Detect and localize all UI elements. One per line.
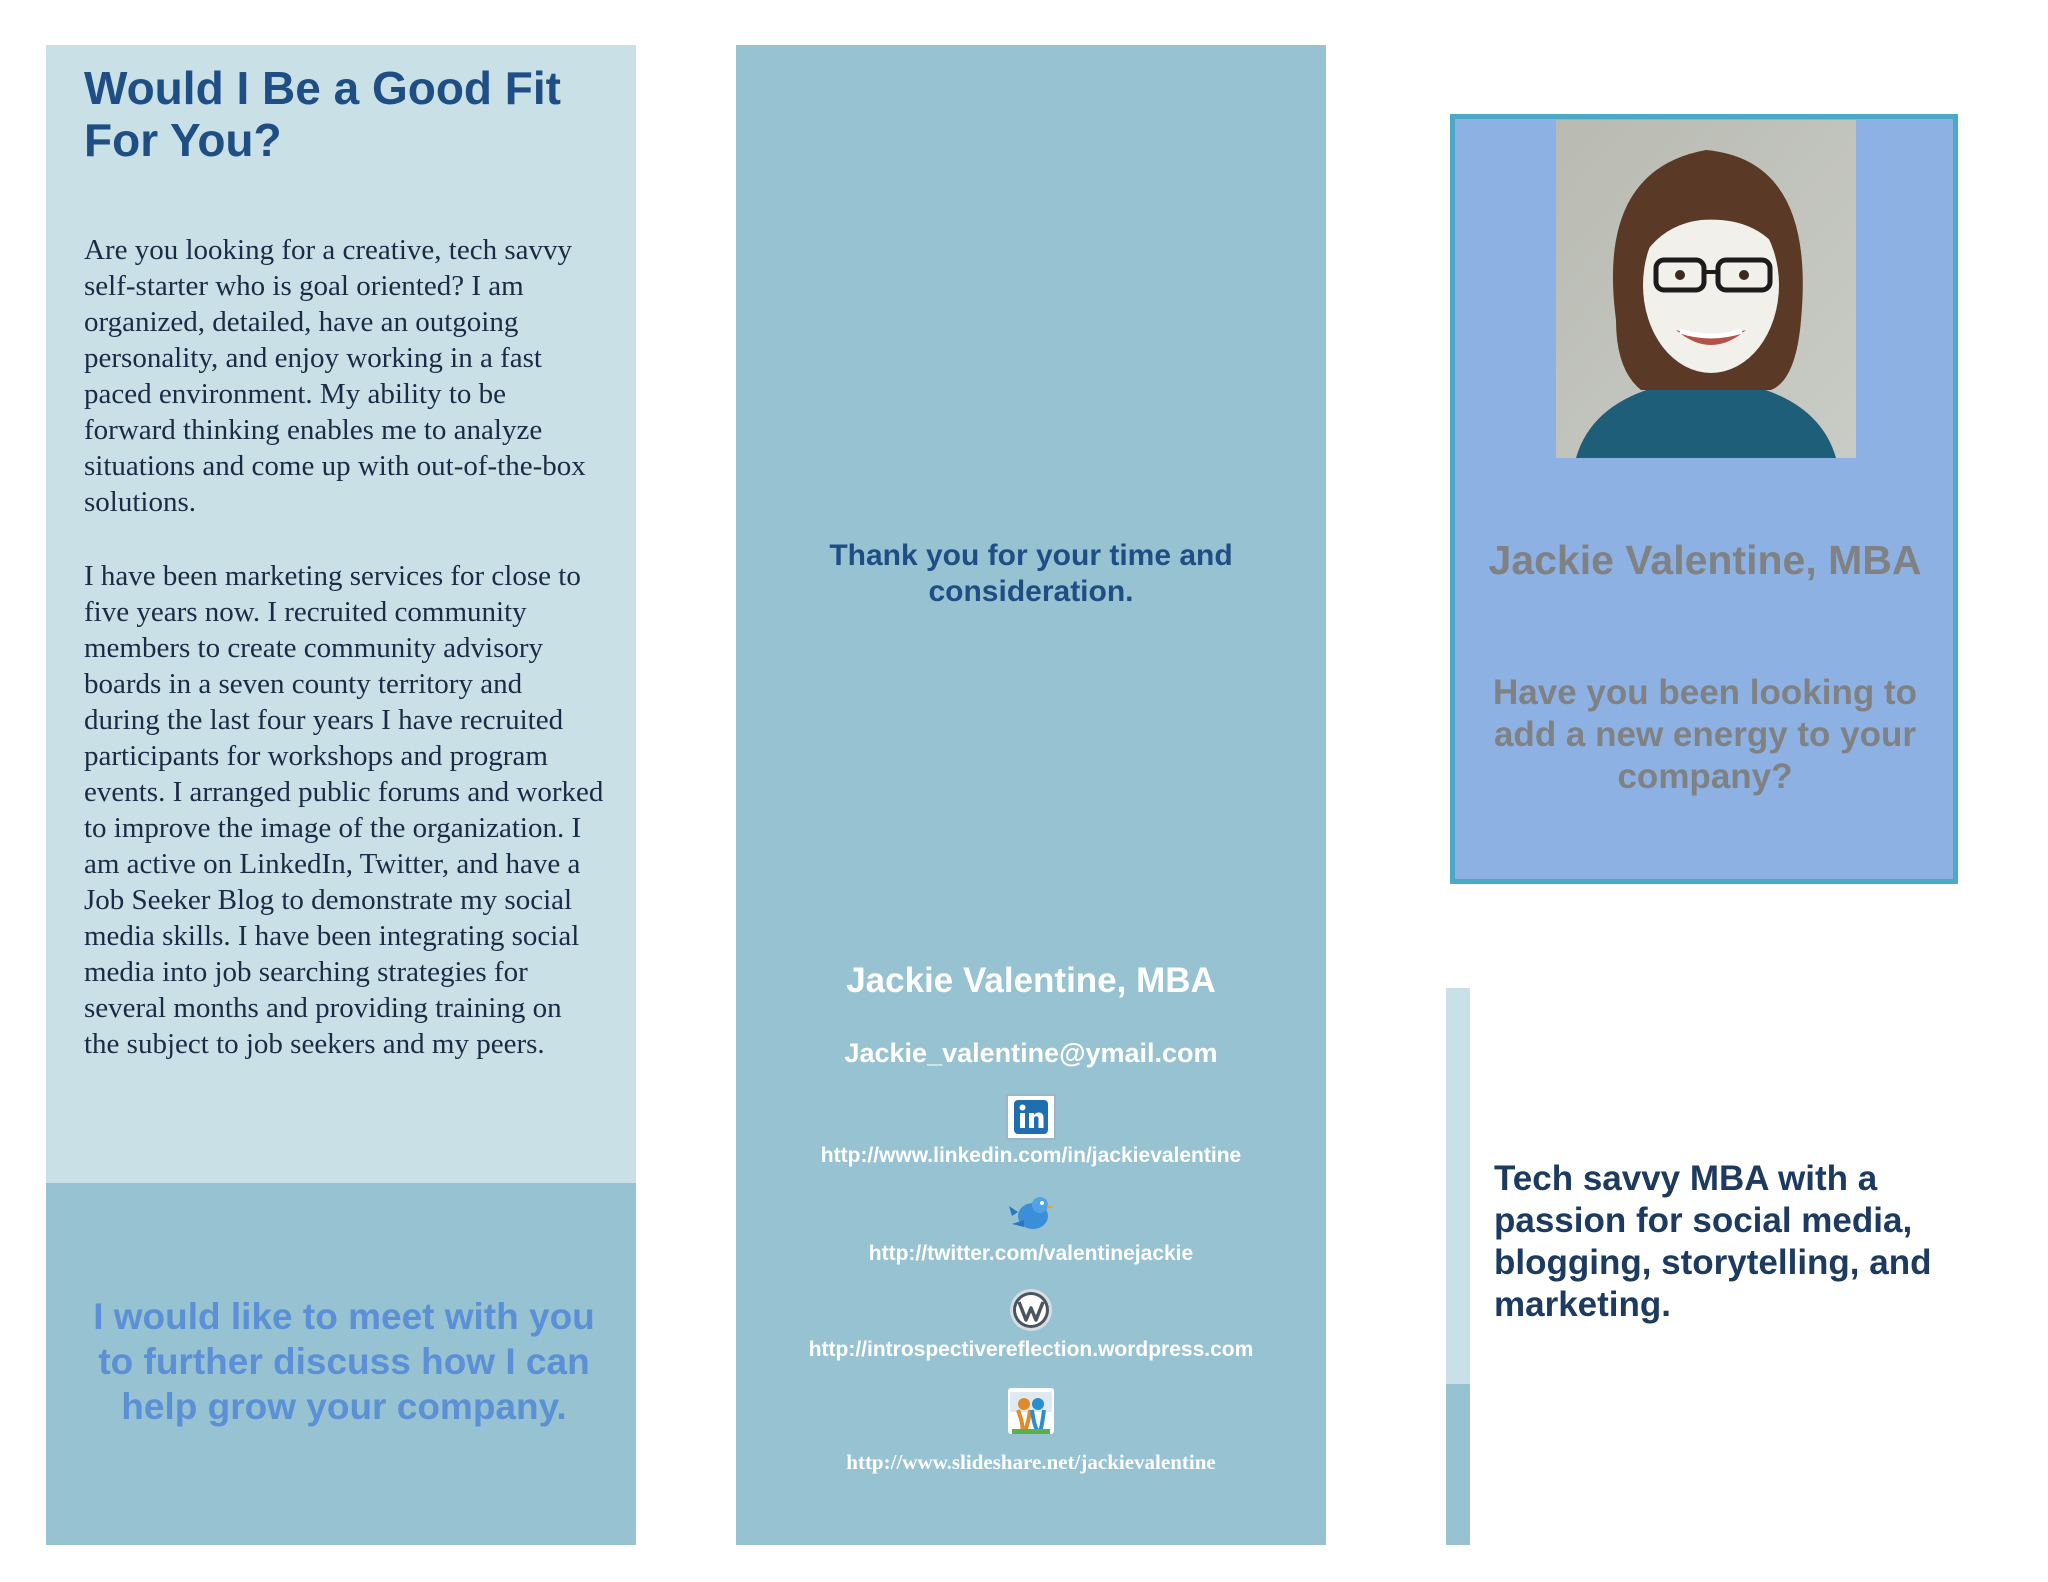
contact-name: Jackie Valentine, MBA (846, 961, 1216, 1000)
linkedin-link[interactable]: http://www.linkedin.com/in/jackievalentine (820, 1144, 1242, 1167)
profile-photo (1556, 120, 1856, 458)
accent-bar-top (1446, 988, 1470, 1384)
fit-heading: Would I Be a Good Fit For You? (84, 62, 562, 166)
meet-request-text: I would like to meet with you to further discuss how I can help grow your company. (93, 1296, 595, 1427)
thank-you-text: Thank you for your time and consideration. (829, 539, 1233, 608)
intro-paragraph: Are you looking for a creative, tech savvy self-starter who is goal oriented? I am organized, detailed, have an outgoing personality, and enjoy working in a fast paced environment. My ability to be forward thinking enables me to analyze situations and come up with out-of-the-box solutions. (84, 234, 586, 518)
wordpress-link[interactable]: http://introspectivereflection.wordpress.com (808, 1338, 1254, 1361)
slideshare-link[interactable]: http://www.slideshare.net/jackievalentine (846, 1450, 1216, 1474)
linkedin-icon[interactable] (1006, 1094, 1056, 1140)
twitter-link[interactable]: http://twitter.com/valentinejackie (868, 1242, 1194, 1265)
slideshare-icon[interactable] (1006, 1386, 1056, 1432)
cover-question: Have you been looking to add a new energy to your company? (1493, 673, 1917, 796)
contact-email[interactable]: Jackie_valentine@ymail.com (844, 1038, 1218, 1068)
cover-name: Jackie Valentine, MBA (1488, 537, 1922, 583)
tagline-text: Tech savvy MBA with a passion for social media, blogging, storytelling, and marketing. (1494, 1159, 1932, 1324)
accent-bar-bottom (1446, 1384, 1470, 1545)
twitter-bird-icon[interactable] (1006, 1190, 1056, 1236)
wordpress-icon[interactable] (1006, 1287, 1056, 1333)
experience-paragraph: I have been marketing services for close to five years now. I recruited community members to create community advisory boards in a seven county territory and during the last four years I have recruited participants for workshops and program events. I arranged public forums and worked to improve the image of the organization. I am active on LinkedIn, Twitter, and have a Job Seeker Blog to demonstrate my social media skills. I have been integrating social media into job searching strategies for several months and providing training on the subject to job seekers and my peers. (84, 560, 604, 1060)
